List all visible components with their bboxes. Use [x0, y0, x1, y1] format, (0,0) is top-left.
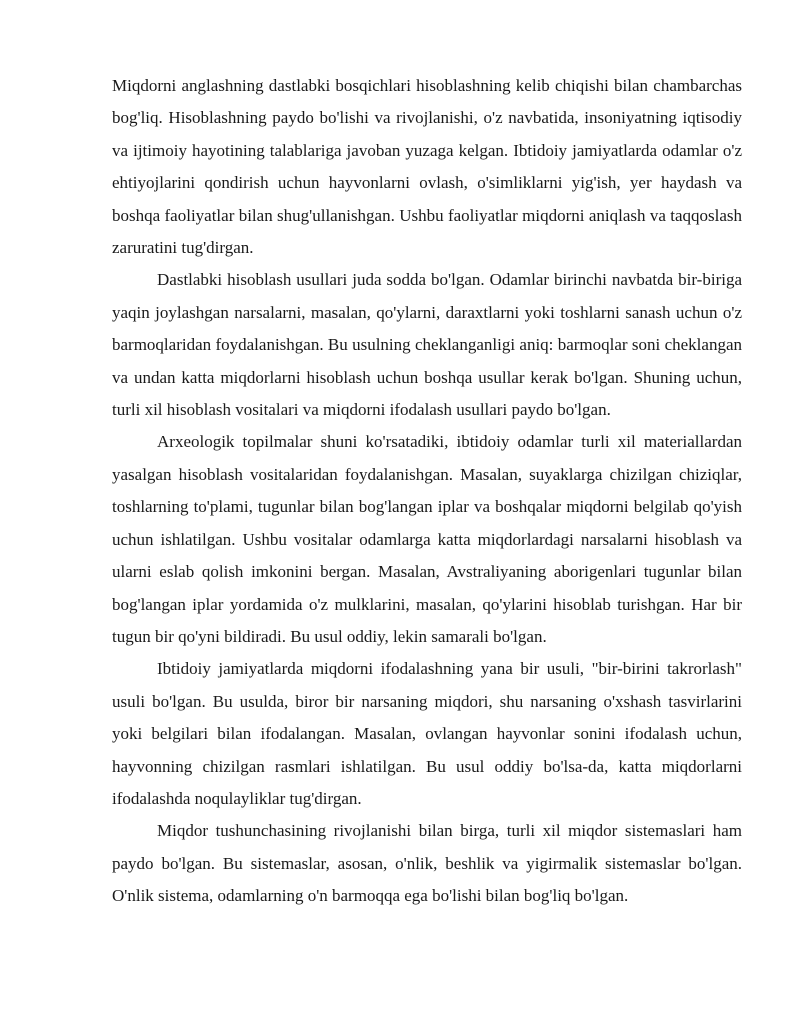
- paragraph-1: Miqdorni anglashning dastlabki bosqichlari hisoblashning kelib chiqishi bilan chambarchas bog'liq. Hisoblashning paydo bo'lishi va rivojlanishi, o'z navbatida, insoniyatning iqtisodiy va ijtimoiy hayotining talablariga javoban yuzaga kelgan. Ibtidoiy jamiyatlarda odamlar o'z ehtiyojlarini qondirish uchun hayvonlarni ovlash, o'simliklarni yig'ish, yer haydash va boshqa faoliyatlar bilan shug'ullanishgan. Ushbu faoliyatlar miqdorni aniqlash va taqqoslash zaruratini tug'dirgan.: [112, 76, 742, 258]
- document-page: [112, 70, 742, 913]
- paragraph-4: Ibtidoiy jamiyatlarda miqdorni ifodalashning yana bir usuli, "bir-birini takrorlash" usuli bo'lgan. Bu usulda, biror bir narsaning miqdori, shu narsaning o'xshash tasvirlarini yoki belgilari bilan ifodalangan. Masalan, ovlangan hayvonlar sonini ifodalash uchun, hayvonning chizilgan rasmlari ishlatilgan. Bu usul oddiy bo'lsa-da, katta miqdorlarni ifodalashda noqulayliklar tug'dirgan.: [112, 659, 742, 808]
- paragraph-5: Miqdor tushunchasining rivojlanishi bilan birga, turli xil miqdor sistemaslari ham paydo bo'lgan. Bu sistemaslar, asosan, o'nlik, beshlik va yigirmalik sistemaslar bo'lgan. O'nlik sistema, odamlarning o'n barmoqqa ega bo'lishi bilan bog'liq bo'lgan.: [112, 821, 742, 906]
- paragraph-2: Dastlabki hisoblash usullari juda sodda bo'lgan. Odamlar birinchi navbatda bir-biriga yaqin joylashgan narsalarni, masalan, qo'ylarni, daraxtlarni yoki toshlarni sanash uchun o'z barmoqlaridan foydalanishgan. Bu usulning cheklanganligi aniq: barmoqlar soni cheklangan va undan katta miqdorlarni hisoblash uchun boshqa usullar kerak bo'lgan. Shuning uchun, turli xil hisoblash vositalari va miqdorni ifodalash usullari paydo bo'lgan.: [112, 270, 742, 420]
- paragraph-3: Arxeologik topilmalar shuni ko'rsatadiki, ibtidoiy odamlar turli xil materiallardan yasalgan hisoblash vositalaridan foydalanishgan. Masalan, suyaklarga chizilgan chiziqlar, toshlarning to'plami, tugunlar bilan bog'langan iplar va boshqalar miqdorni belgilab qo'yish uchun ishlatilgan. Ushbu vositalar odamlarga katta miqdorlardagi narsalarni hisoblash va ularni eslab qolish imkonini bergan. Masalan, Avstraliyaning aborigenlari tugunlar bilan bog'langan iplar yordamida o'z mulklarini, masalan, qo'ylarini hisoblab turishgan. Har bir tugun bir qo'yni bildiradi. Bu usul oddiy, lekin samarali bo'lgan.: [112, 432, 742, 646]
